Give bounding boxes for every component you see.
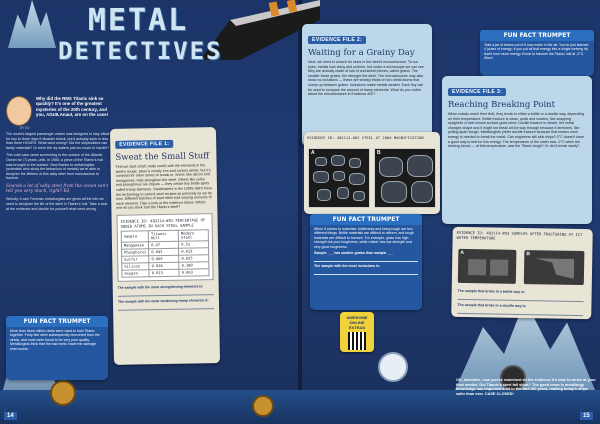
table-cell: 0.069	[149, 255, 179, 263]
evidence-title: Reaching Breaking Point	[448, 100, 556, 110]
table-header: Sample	[121, 231, 148, 242]
fun-fact-title: FUN FACT TRUMPET	[6, 316, 108, 327]
microstructure-caption: EVIDENCE ID: 4Q2114-#02 STEEL AT 200X MAGNIFICATION	[307, 135, 424, 140]
online-extras-badge[interactable]	[340, 312, 374, 352]
table-cell: 0.51	[179, 241, 209, 249]
table-cell: Phosphorus	[122, 249, 149, 256]
image-label-b: B	[377, 150, 381, 156]
badge-line-2: ONLINE	[349, 320, 365, 325]
handwritten-note: Sounds a lot of salty steel from the ocean can't tell you very much, right? Ed	[6, 183, 109, 195]
fun-fact-box-middle	[310, 214, 422, 310]
title-line-2: DETECTIVES	[58, 37, 223, 65]
fracture-caption: EVIDENCE ID: 4Q2114-#03 SAMPLES AFTER FRACTURING AT ICY WATER TEMPERATURE	[456, 229, 583, 241]
badge-line-3: EXTRAS	[348, 325, 366, 330]
answer-line-brittle[interactable]	[458, 295, 584, 302]
table-cell: 0.180	[179, 262, 209, 270]
evidence-text: When metals reach their limit, they break in either a brittle or a ductile way, depending on their temperature. Brittle fracture is clean, quick and sudden, like snapping spaghetti. A rivet whose surface goes bend. Ductile fracture is slower, the metal changes shape and it might not break all the way through because it stretches, like pulling apart dough. Metallurgists prefer ductile fracture because that means more energy is needed to break the metal. Can engineers still sink ships? 0°C doesn't have a good way to test for this energy. The temperature of the water was -2°C when the iceberg struck — at this temperature, was the Titanic tough? Or did it break easily?	[448, 112, 585, 149]
intro-paragraph-2: This cold case came screeching to the surface of the Atlantic Ocean for 73 years, until, in 1985, a piece of the Titanic's hull was brought to the surface. Now thanks to metallurgists (scientists who study the behaviour of metals) we're able to decipher the lifetime of this salty steel from manufacture to fracture.	[6, 153, 103, 181]
page-number-left: 14	[4, 412, 17, 420]
table-cell: 0.013	[149, 269, 179, 277]
fun-fact-box-left	[6, 316, 108, 380]
fun-fact-title: FUN FACT TRUMPET	[310, 214, 422, 225]
qr-code-icon	[348, 332, 366, 350]
table-cell: 0.003	[179, 269, 209, 277]
badge-line-1: AWESOME	[346, 315, 368, 320]
question-2: The sample with the most weakening tramp elements is:	[117, 298, 209, 304]
table-cell: 0.47	[149, 241, 179, 249]
closing-text: OK, detective, now you've examined all the evidence it's time to arrive at your final verdict. Did Titanic's steel fall short? The good news is metallurgy knowledge has improved a lot in the last 100 years, making today's ships safer than ever. CASE CLOSED!	[456, 378, 596, 396]
page-title	[58, 3, 223, 65]
table-cell: 0.045	[149, 248, 179, 256]
evidence-tag: EVIDENCE FILE 3:	[448, 88, 506, 96]
microstructure-image-a	[308, 148, 370, 208]
table-header: Titanic Hull	[148, 230, 178, 242]
answer-line-2[interactable]	[118, 304, 214, 311]
evidence-text: Next, we need to search for clues in the steel's microstructure. To our eyes, metals look shiny and uniform, but under a microscope we can see they are actually made of lots of connected pieces, called grains. The smaller these grains, the stronger the steel. The microstructure may also show us inclusions — these are sneaky blobs of non-metal atoms that clump up between grains. Inclusions make metals weaker. Each tiny can be used to compare the amount of tramp elements. What do you notice about the microstructure in Evidence #02?	[308, 60, 424, 97]
evidence-tag: EVIDENCE FILE 2:	[308, 36, 366, 44]
fun-fact-text: More than three million rivets were used to hold Titanic together. Forty-five were subsequently recovered from the wreck, and most were found to be very poor quality. Metallurgists think that the bad rivets made the damage even worse.	[10, 329, 100, 351]
question-1: The sample with the most strengthening elements is:	[117, 284, 204, 290]
microstructure-panel	[304, 132, 440, 214]
evidence-text: First we start small, really small, with the elements in the steel's recipe. Steel is mostly iron and carbon atoms, but it's common for other atoms to sneak in. Some, like silicon and manganese, help strengthen the steel. Others like sulfur and phosphorus are impure — they create tiny brittle spots called tramp elements. Steelmakers in the 1900s didn't have the technology to control steel recipes as precisely as we do now. Different batches of steel often had varying amounts of each element. Take a look at the evidence below. Which one do you think had the Titanic's steel?	[115, 163, 213, 211]
intro-heading: Why did the RMS Titanic sink so quickly? It's one of the greatest mysteries of the 20th century, and you, AGUILAnaut, are on the case!	[36, 96, 109, 117]
table-cell: 0.013	[179, 248, 209, 256]
microstructure-image-b	[374, 148, 436, 208]
table-cell: Silicon	[122, 263, 149, 270]
fracture-sample-a	[458, 249, 517, 284]
table-row	[122, 269, 209, 278]
page-number-right: 15	[580, 412, 593, 420]
question-ductile: The sample that broke in a ductile way is:	[457, 302, 527, 309]
answer-line-inclusions[interactable]	[314, 270, 418, 275]
answer-line-grains[interactable]	[314, 257, 418, 262]
table-header: Modern Steel	[178, 230, 208, 242]
table-cell: 0.026	[149, 262, 179, 270]
steel-table-caption: EVIDENCE ID: 4Q2114-#01 PERCENTAGE OF ADDED ATOMS IN EACH STEEL SAMPLE	[120, 217, 206, 229]
table-cell: Manganese	[121, 242, 148, 249]
intro-paragraph-3: Weirdly, it can! Forensic metallurgists are given all the info we need to decipher the life of the steel in Titanic's hull. Take a look at the evidence and decide for yourself what went wrong.	[6, 197, 108, 211]
question-brittle: The sample that broke in a brittle way is:	[457, 288, 526, 295]
sample-label-a: A	[460, 249, 465, 256]
intro-paragraph-1: The world's largest passenger vessel was designed to stay afloat for two to three days if disaster struck, but it actually sank in less than three HOURS. What went wrong? Did the shipbuilders use faulty materials? Or were the icy waters just too much to handle?	[6, 132, 110, 150]
fracture-sample-b	[524, 250, 585, 285]
evidence-file-2-card	[302, 24, 432, 146]
fun-fact-text: Take a jar of beans out of it now make in the air. You've just learned 4 joules of energy: if you put all that energy into a single iceberg hit, that's how much energy it took to fracture the Titanic hull at -2°C. Wow!	[484, 43, 589, 61]
sample-label-b: B	[526, 251, 531, 258]
question-grains: Sample ___ has smaller grains than sample ___	[314, 251, 394, 256]
evidence-title: Sweat the Small Stuff	[115, 151, 210, 163]
astronaut-helmet-illustration	[378, 352, 408, 382]
evidence-title: Waiting for a Grainy Day	[308, 48, 415, 58]
table-cell: Oxygen	[122, 270, 149, 277]
fun-fact-text: When it comes to materials, brittleness and being tough are two different things. Brittle materials are difficult to deform, and tough materials are difficult to fracture. For example, glass has high strength but poor toughness, while rubber has low strength and very good toughness.	[314, 227, 415, 249]
table-cell: 0.025	[179, 255, 209, 263]
fun-fact-title: FUN FACT TRUMPET	[480, 30, 594, 41]
fracture-samples-panel	[451, 227, 593, 319]
evidence-file-1-card	[110, 127, 220, 365]
intro-body	[6, 132, 110, 211]
steel-table-panel	[116, 213, 213, 282]
table-cell: Sulfur	[122, 256, 149, 263]
diver-helmet-illustration	[252, 395, 274, 417]
diver-helmet-illustration	[50, 380, 76, 406]
evidence-tag: EVIDENCE FILE 1:	[115, 140, 173, 149]
answer-line-1[interactable]	[118, 290, 214, 297]
byline: BY ED	[20, 126, 30, 130]
answer-line-ductile[interactable]	[457, 309, 583, 316]
title-line-1: METAL	[87, 3, 189, 38]
image-label-a: A	[311, 150, 315, 156]
evidence-file-3-card	[442, 76, 592, 224]
question-inclusions: The sample with the most inclusions is:	[314, 264, 381, 269]
fun-fact-box-right	[480, 30, 594, 76]
steel-composition-table	[121, 229, 210, 278]
detective-avatar	[6, 96, 32, 126]
